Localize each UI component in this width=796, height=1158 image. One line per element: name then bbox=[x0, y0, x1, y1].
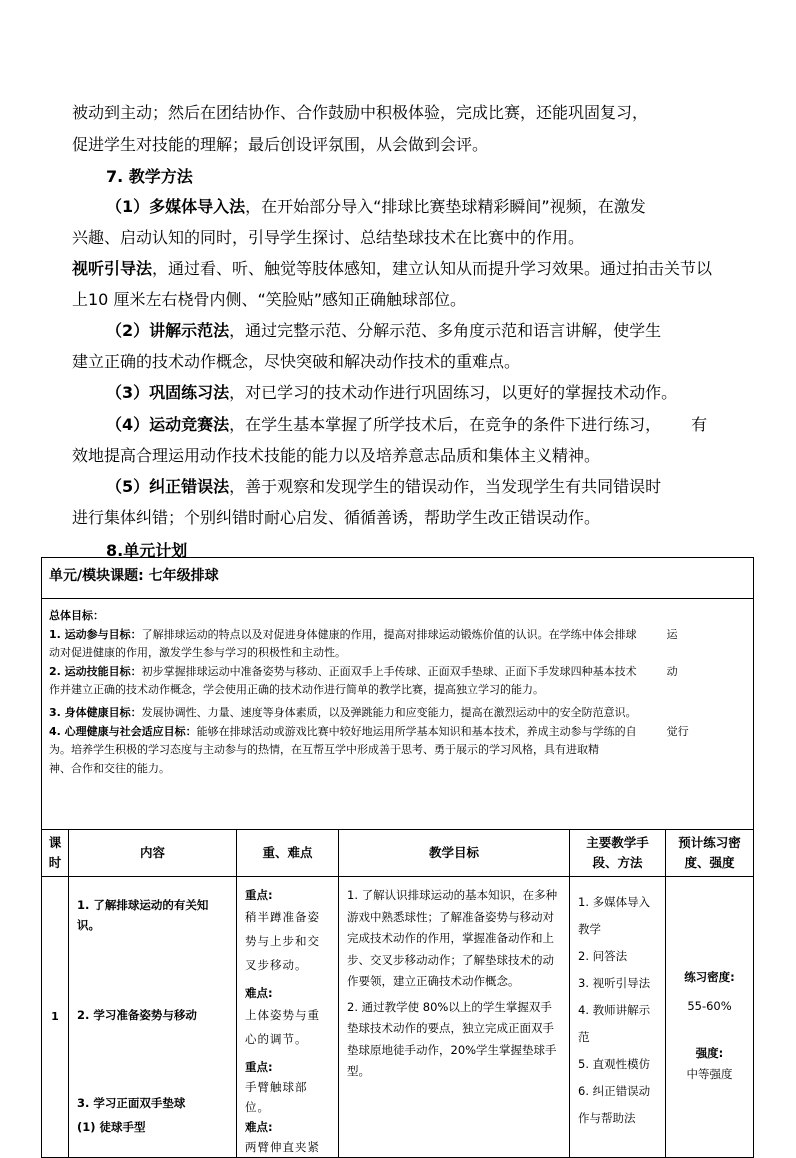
method-av-line-2: 上10 厘米左右桡骨内侧、“笑脸贴”感知正确触球部位。 bbox=[72, 290, 467, 309]
period-number: 1 bbox=[42, 877, 69, 1158]
method-av bbox=[72, 253, 762, 284]
method-2-label: （2）讲解示范法 bbox=[106, 321, 230, 340]
section-7-heading: 7. 教学方法 bbox=[106, 167, 193, 186]
goal-line: 2. 运动技能目标：初步掌握排球运动中准备姿势与移动、正面双手上手传球、正面双手垫球、正面下手发球四种基本技术 动 bbox=[49, 664, 678, 678]
method-1-label: （1）多媒体导入法 bbox=[106, 197, 246, 216]
lesson-content bbox=[69, 877, 237, 1158]
col-header-methods: 主要教学手段、方法 bbox=[570, 830, 666, 877]
method-item: 4. 教师讲解示范 bbox=[578, 1003, 651, 1044]
key-label: 重点: bbox=[245, 1060, 273, 1074]
method-2-line-2: 建立正确的技术动作概念，尽快突破和解决动作技术的重难点。 bbox=[72, 352, 521, 371]
unit-plan-table bbox=[41, 557, 754, 1158]
method-5 bbox=[106, 471, 796, 502]
content-item: (1) 徒球手型 bbox=[77, 1120, 146, 1134]
goals-heading: 总体目标： bbox=[49, 609, 104, 622]
difficulty-text: 上体姿势与重心的调节。 bbox=[245, 1008, 320, 1046]
method-4 bbox=[106, 409, 796, 440]
method-3-label: （3）巩固练习法 bbox=[106, 383, 230, 402]
method-1 bbox=[106, 191, 796, 222]
method-4-line-2: 效地提高合理运用动作技术技能的能力以及培养意志品质和集体主义精神。 bbox=[72, 446, 601, 465]
difficulty-text: 两臂伸直夹紧 bbox=[245, 1140, 320, 1154]
density-value: 55-60% bbox=[687, 999, 732, 1013]
method-4-text: ，在学生基本掌握了所学技术后，在竞争的条件下进行练习， bbox=[229, 415, 662, 434]
col-header-intensity: 预计练习密度、强度 bbox=[666, 830, 754, 877]
content-item: 2. 学习准备姿势与移动 bbox=[77, 1008, 197, 1022]
density-label: 练习密度: bbox=[684, 970, 735, 984]
intro-line-1: 被动到主动；然后在团结协作、合作鼓励中积极体验，完成比赛，还能巩固复习， bbox=[72, 103, 649, 122]
difficulty-label: 难点: bbox=[245, 1120, 273, 1134]
content-item: 3. 学习正面双手垫球 bbox=[77, 1096, 186, 1110]
method-av-text: ，通过看、听、触觉等肢体感知，建立认知从而提升学习效果。通过拍击关节以 bbox=[152, 259, 713, 278]
key-text: 手臂触球部位。 bbox=[245, 1080, 308, 1114]
method-5-text: ，善于观察和发现学生的错误动作，当发现学生有共同错误时 bbox=[229, 477, 662, 496]
key-difficult-points bbox=[237, 877, 339, 1158]
goal-line: 神、合作和交往的能力。 bbox=[49, 761, 170, 775]
goal-line: 1. 运动参与目标：了解排球运动的特点以及对促进身体健康的作用，提高对排球运动锻炼价值的认识。在学练中体会排球 运 bbox=[49, 627, 678, 641]
strength-value: 中等强度 bbox=[686, 1067, 733, 1081]
goal-line: 作并建立正确的技术动作概念，学会使用正确的技术动作进行简单的教学比赛，提高独立学习的能力。 bbox=[49, 683, 544, 697]
goal-line: 4. 心理健康与社会适应目标：能够在排球活动或游戏比赛中较好地运用所学基本知识和基本技术，养成主动参与学练的自 觉行 bbox=[49, 724, 689, 738]
teaching-objectives bbox=[339, 877, 570, 1158]
goal-line: 动对促进健康的作用，激发学生参与学习的积极性和主动性。 bbox=[49, 646, 346, 660]
unit-title: 单元/模块课题: 七年级排球 bbox=[42, 558, 754, 599]
method-1-line-2: 兴趣、启动认知的同时，引导学生探讨、总结垫球技术在比赛中的作用。 bbox=[72, 228, 585, 247]
goal-line: 为。培养学生积极的学习态度与主动参与的热情，在互帮互学中形成善于思考、勇于展示的学习风格，具有进取精 bbox=[49, 743, 599, 757]
method-5-label: （5）纠正错误法 bbox=[106, 477, 230, 496]
teaching-methods bbox=[570, 877, 666, 1158]
method-item: 6. 纠正错误动作与帮助法 bbox=[578, 1084, 651, 1125]
objective-2: 2. 通过教学使 80%以上的学生掌握双手垫球技术动作的要点，独立完成正面双手垫球原地徒手动作，20%学生掌握垫球手型。 bbox=[347, 999, 557, 1078]
content-item: 1. 了解排球运动的有关知识。 bbox=[77, 898, 209, 932]
method-4-tail: 有 bbox=[691, 415, 708, 434]
method-item: 2. 问答法 bbox=[578, 949, 628, 963]
overall-goals bbox=[42, 599, 754, 830]
col-header-period: 课时 bbox=[42, 830, 69, 877]
intro-line-2: 促进学生对技能的理解；最后创设评氛围，从会做到会评。 bbox=[72, 135, 489, 154]
objective-1: 1. 了解认识排球运动的基本知识，在多种游戏中熟悉球性；了解准备姿势与移动对完成技术动作的作用，掌握准备动作和上步、交叉步移动动作；了解垫球技术的动作要领，建立正确技术动作概念。 bbox=[347, 888, 558, 988]
key-text: 稍半蹲准备姿势与上步和交叉步移动。 bbox=[245, 910, 320, 972]
col-header-key-points: 重、难点 bbox=[237, 830, 339, 877]
method-3 bbox=[106, 377, 796, 408]
method-4-label: （4）运动竞赛法 bbox=[106, 415, 230, 434]
method-item: 1. 多媒体导入教学 bbox=[578, 895, 651, 936]
key-label: 重点: bbox=[245, 888, 273, 902]
col-header-content: 内容 bbox=[69, 830, 237, 877]
method-3-text: ，对已学习的技术动作进行巩固练习，以更好的掌握技术动作。 bbox=[229, 383, 678, 402]
difficulty-label: 难点: bbox=[245, 986, 273, 1000]
method-2-text: ，通过完整示范、分解示范、多角度示范和语言讲解，使学生 bbox=[229, 321, 662, 340]
method-2 bbox=[106, 315, 796, 346]
strength-label: 强度: bbox=[695, 1046, 724, 1060]
method-item: 5. 直观性模仿 bbox=[578, 1057, 651, 1071]
section-8-heading: 8.单元计划 bbox=[106, 541, 188, 560]
method-item: 3. 视听引导法 bbox=[578, 976, 651, 990]
method-av-label: 视听引导法 bbox=[72, 259, 153, 278]
practice-intensity bbox=[666, 877, 754, 1158]
method-5-line-2: 进行集体纠错；个别纠错时耐心启发、循循善诱，帮助学生改正错误动作。 bbox=[72, 508, 601, 527]
col-header-objectives: 教学目标 bbox=[339, 830, 570, 877]
goal-line: 3. 身体健康目标：发展协调性、力量、速度等身体素质，以及弹跳能力和应变能力，提高在激烈运动中的安全防范意识。 bbox=[49, 705, 637, 719]
method-1-text: ，在开始部分导入“排球比赛垫球精彩瞬间”视频，在激发 bbox=[245, 197, 646, 216]
